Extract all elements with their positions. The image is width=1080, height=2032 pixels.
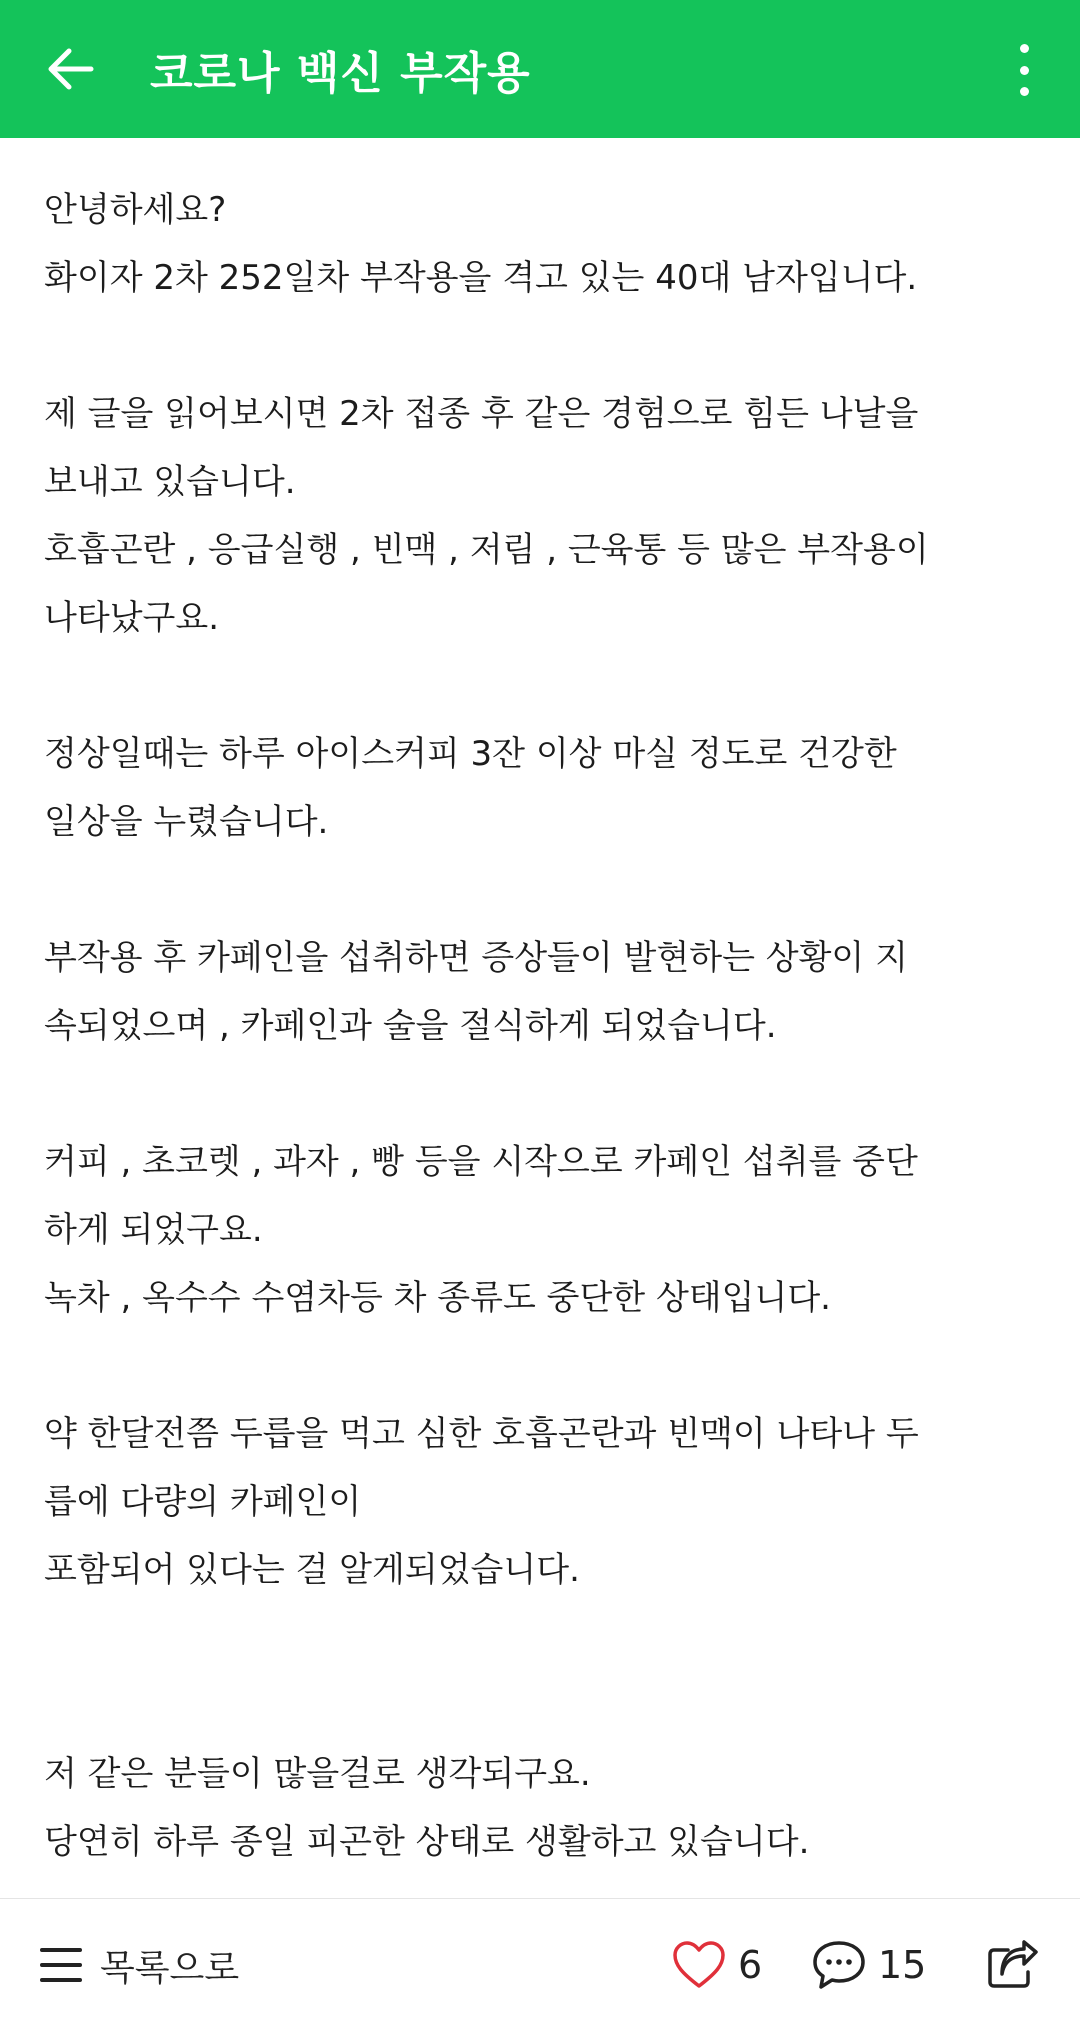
like-button[interactable] (672, 1935, 762, 1995)
back-button[interactable] (36, 34, 106, 104)
menu-lines-icon (40, 1946, 82, 1984)
comment-count: 15 (878, 1943, 927, 1987)
more-vertical-icon (1020, 44, 1029, 53)
post-line: 제 글을 읽어보시면 2차 접종 후 같은 경험으로 힘든 나날을 (44, 394, 919, 434)
post-line: 녹차 , 옥수수 수염차등 차 종류도 중단한 상태입니다. (44, 1278, 831, 1318)
post-line: 포함되어 있다는 걸 알게되었습니다. (44, 1550, 580, 1590)
post-body (44, 176, 1044, 1876)
more-options-button[interactable] (1014, 44, 1034, 96)
like-count: 6 (738, 1943, 763, 1987)
comment-button[interactable] (812, 1935, 926, 1995)
post-line: 정상일때는 하루 아이스커피 3잔 이상 마실 정도로 건강한 (44, 734, 897, 774)
post-line: 당연히 하루 종일 피곤한 상태로 생활하고 있습니다. (44, 1822, 810, 1862)
post-line: 하게 되었구요. (44, 1210, 263, 1250)
speech-bubble-icon (812, 1939, 866, 1991)
post-line: 호흡곤란 , 응급실행 , 빈맥 , 저림 , 근육통 등 많은 부작용이 (44, 530, 929, 570)
post-line: 저 같은 분들이 많을걸로 생각되구요. (44, 1754, 591, 1794)
post-line: 릅에 다량의 카페인이 (44, 1482, 362, 1522)
post-line: 안녕하세요? (44, 190, 227, 230)
back-to-list-label: 목록으로 (100, 1947, 240, 1989)
post-line: 화이자 2차 252일차 부작용을 격고 있는 40대 남자입니다. (44, 258, 918, 298)
post-line: 부작용 후 카페인을 섭취하면 증상들이 발현하는 상황이 지 (44, 938, 908, 978)
post-line: 나타났구요. (44, 598, 220, 638)
arrow-left-icon (45, 43, 97, 95)
heart-icon (672, 1940, 726, 1990)
post-line: 약 한달전쯤 두릅을 먹고 심한 호흡곤란과 빈맥이 나타나 두 (44, 1414, 919, 1454)
post-line: 일상을 누렸습니다. (44, 802, 329, 842)
post-line: 보내고 있습니다. (44, 462, 296, 502)
post-line: 커피 , 초코렛 , 과자 , 빵 등을 시작으로 카페인 섭취를 중단 (44, 1142, 918, 1182)
share-button[interactable] (982, 1935, 1042, 1995)
post-line: 속되었으며 , 카페인과 술을 절식하게 되었습니다. (44, 1006, 777, 1046)
back-to-list-button[interactable] (40, 1935, 239, 1995)
share-icon (986, 1940, 1038, 1990)
app-header (0, 0, 1080, 138)
bottom-action-bar (0, 1898, 1080, 2032)
page-title: 코로나 백신 부작용 (150, 48, 531, 99)
